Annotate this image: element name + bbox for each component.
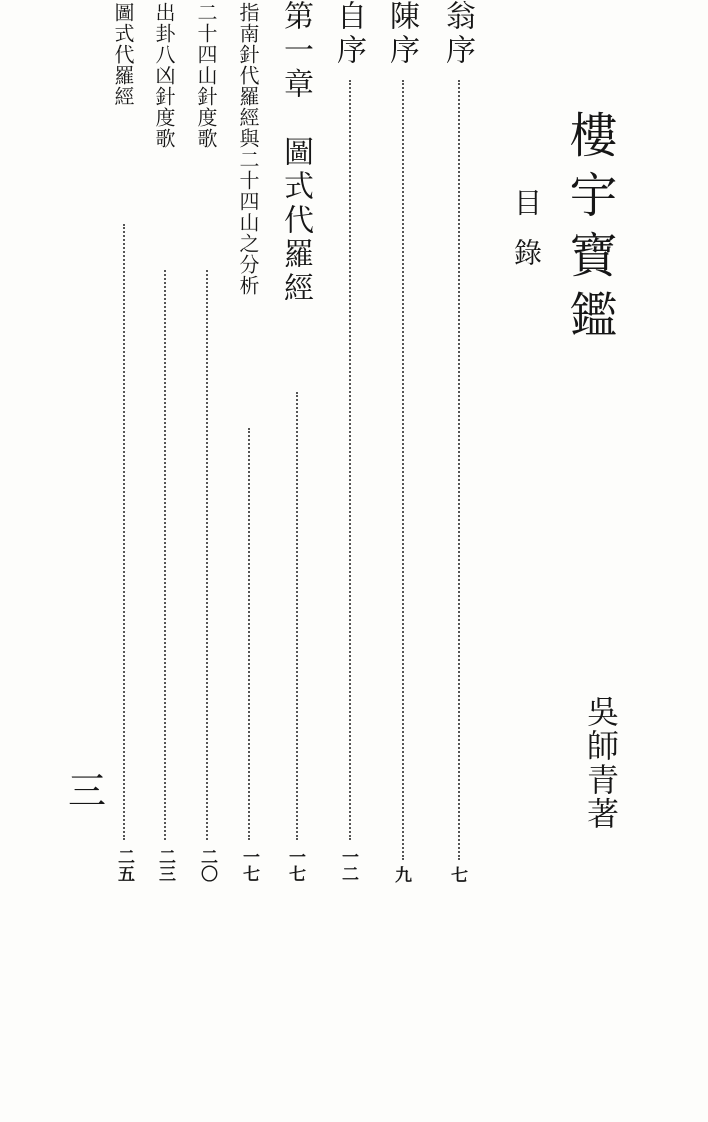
toc-entry-label: 圖式代羅經 — [111, 2, 135, 107]
toc-entry-label: 陳序 — [384, 0, 419, 68]
toc-entry-page: 一七 — [285, 848, 305, 882]
dot-leader — [402, 80, 404, 860]
toc-entry-label: 第一章 圖式代羅經 — [278, 0, 313, 306]
author-name: 吳師青著 — [582, 695, 620, 831]
dot-leader — [349, 80, 351, 840]
toc-entry-page: 二五 — [114, 848, 134, 882]
toc-entry-label: 指南針代羅經與二十四山之分析 — [236, 2, 260, 296]
book-title: 樓宇寶鑑 — [561, 110, 617, 350]
toc-entry-page: 一二 — [338, 848, 358, 882]
dot-leader — [164, 270, 166, 840]
dot-leader — [296, 392, 298, 840]
dot-leader — [458, 80, 460, 860]
dot-leader — [206, 270, 208, 840]
dot-leader — [248, 428, 250, 840]
toc-heading: 目錄 — [510, 188, 543, 288]
toc-entry-page: 一七 — [239, 848, 259, 882]
toc-entry-label: 翁序 — [440, 0, 475, 68]
toc-entry-page: 二〇 — [197, 848, 217, 882]
toc-entry-page: 二三 — [155, 848, 175, 882]
toc-entry-page: 七 — [447, 866, 467, 883]
toc-entry-page: 九 — [391, 866, 411, 883]
page-number: 三 — [68, 769, 107, 813]
toc-entry-label: 出卦八凶針度歌 — [152, 2, 176, 149]
toc-entry-label: 自序 — [331, 0, 366, 68]
dot-leader — [123, 224, 125, 840]
toc-entry-label: 二十四山針度歌 — [194, 2, 218, 149]
